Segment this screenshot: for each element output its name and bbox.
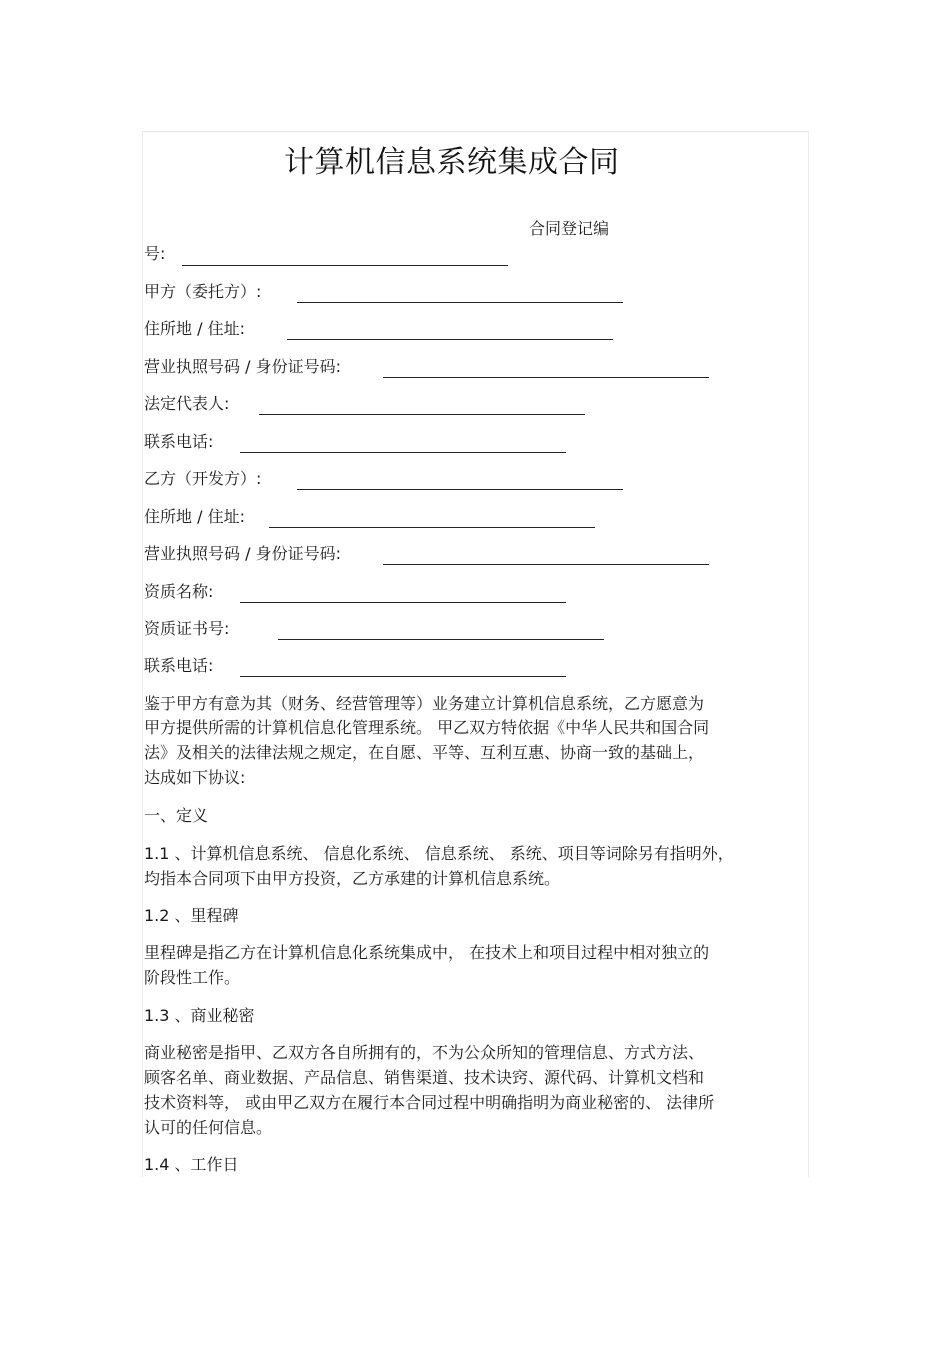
party-a-representative-line[interactable] — [259, 414, 585, 415]
clause-1-2-line: 里程碑是指乙方在计算机信息化系统集成中， 在技术上和项目过程中相对独立的 — [144, 943, 710, 962]
section-heading-definitions: 一、定义 — [144, 806, 209, 825]
party-b-address-label: 住所地 / 住址: — [144, 507, 245, 526]
party-b-label: 乙方（开发方）: — [144, 469, 262, 488]
registration-number-label-suffix: 号: — [144, 244, 166, 263]
party-b-qualification-label: 资质名称: — [144, 582, 214, 601]
preamble-line: 甲方提供所需的计算机信息化管理系统。 甲乙双方特依据《中华人民共和国合同 — [144, 718, 710, 737]
party-a-label: 甲方（委托方）: — [144, 282, 262, 301]
party-a-address-label: 住所地 / 住址: — [144, 319, 245, 338]
clause-1-1-line: 均指本合同项下由甲方投资，乙方承建的计算机信息系统。 — [144, 869, 561, 888]
party-b-certificate-label: 资质证书号: — [144, 619, 230, 638]
party-b-line[interactable] — [297, 489, 623, 490]
party-a-license-label: 营业执照号码 / 身份证号码: — [144, 357, 341, 376]
party-b-qualification-line[interactable] — [240, 602, 566, 603]
party-a-phone-label: 联系电话: — [144, 432, 214, 451]
registration-number-label: 合同登记编 — [529, 219, 610, 238]
clause-1-1-line: 1.1 、计算机信息系统、 信息化系统、 信息系统、 系统、项目等词除另有指明外， — [144, 844, 734, 863]
clause-1-3-line: 认可的任何信息。 — [144, 1118, 273, 1137]
party-a-address-line[interactable] — [287, 339, 613, 340]
party-a-phone-line[interactable] — [240, 452, 566, 453]
clause-1-3-line: 技术资料等， 或由甲乙双方在履行本合同过程中明确指明为商业秘密的、 法律所 — [144, 1093, 715, 1112]
clause-1-3-line: 商业秘密是指甲、乙双方各自所拥有的，不为公众所知的管理信息、方式方法、 — [144, 1043, 705, 1062]
party-a-representative-label: 法定代表人: — [144, 394, 230, 413]
party-b-license-label: 营业执照号码 / 身份证号码: — [144, 544, 341, 563]
party-b-phone-line[interactable] — [240, 676, 566, 677]
party-b-license-line[interactable] — [383, 564, 709, 565]
clause-1-2-line: 阶段性工作。 — [144, 968, 241, 987]
clause-1-4-heading: 1.4 、工作日 — [144, 1155, 239, 1174]
party-a-license-line[interactable] — [383, 377, 709, 378]
party-b-address-line[interactable] — [269, 527, 595, 528]
preamble-line: 鉴于甲方有意为其（财务、经营管理等）业务建立计算机信息系统，乙方愿意为 — [144, 694, 705, 713]
preamble-line: 法》及相关的法律法规之规定，在自愿、平等、互利互惠、协商一致的基础上， — [144, 743, 705, 762]
party-b-certificate-line[interactable] — [278, 639, 604, 640]
clause-1-2-heading: 1.2 、里程碑 — [144, 906, 239, 925]
clause-1-3-heading: 1.3 、商业秘密 — [144, 1006, 255, 1025]
registration-number-line[interactable] — [182, 265, 508, 266]
party-b-phone-label: 联系电话: — [144, 656, 214, 675]
clause-1-3-line: 顾客名单、商业数据、产品信息、销售渠道、技术诀窍、源代码、计算机文档和 — [144, 1068, 705, 1087]
party-a-line[interactable] — [297, 302, 623, 303]
document-title: 计算机信息系统集成合同 — [284, 145, 620, 180]
preamble-line: 达成如下协议: — [144, 768, 246, 787]
